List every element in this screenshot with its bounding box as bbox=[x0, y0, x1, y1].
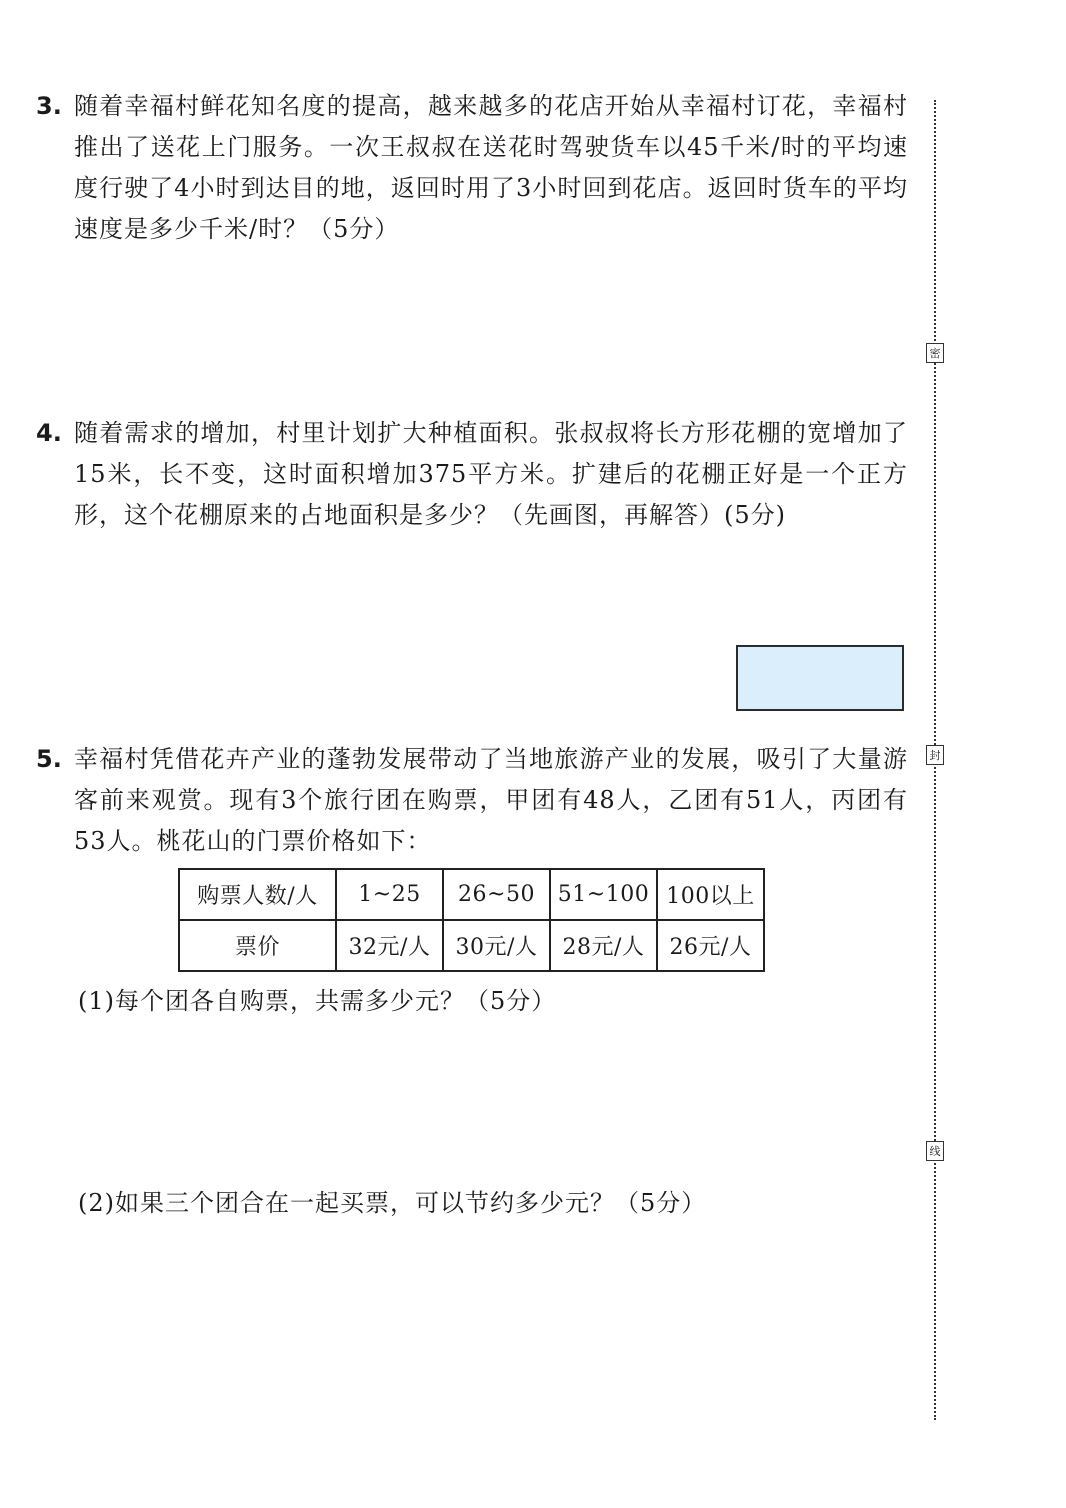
table-cell: 26元/人 bbox=[657, 920, 764, 971]
seal-label-xian: 线 bbox=[926, 1141, 944, 1161]
question-text: 随着需求的增加，村里计划扩大种植面积。张叔叔将长方形花棚的宽增加了15米，长不变，这时面积增加375平方米。扩建后的花棚正好是一个正方形，这个花棚原来的占地面积是多少？（先画图，再解答）(5分) bbox=[74, 419, 908, 529]
question-number: 5. bbox=[36, 745, 62, 773]
sub-question-1: (1)每个团各自购票，共需多少元？（5分） bbox=[78, 987, 557, 1015]
answer-box[interactable] bbox=[736, 645, 904, 711]
question-text: 幸福村凭借花卉产业的蓬勃发展带动了当地旅游产业的发展，吸引了大量游客前来观赏。现有3个旅行团在购票，甲团有48人，乙团有51人，丙团有53人。桃花山的门票价格如下： bbox=[74, 745, 908, 855]
question-3 bbox=[36, 86, 908, 250]
table-cell: 32元/人 bbox=[336, 920, 443, 971]
table-cell: 1~25 bbox=[336, 869, 443, 920]
table-cell: 购票人数/人 bbox=[179, 869, 336, 920]
table-row bbox=[179, 869, 764, 920]
table-cell: 51~100 bbox=[550, 869, 657, 920]
question-5 bbox=[36, 739, 908, 862]
table-cell: 100以上 bbox=[657, 869, 764, 920]
table-cell: 28元/人 bbox=[550, 920, 657, 971]
table-cell: 票价 bbox=[179, 920, 336, 971]
ticket-price-table bbox=[178, 868, 765, 972]
table-cell: 26~50 bbox=[443, 869, 550, 920]
question-number: 3. bbox=[36, 92, 62, 120]
question-number: 4. bbox=[36, 419, 62, 447]
sub-question-2: (2)如果三个团合在一起买票，可以节约多少元？（5分） bbox=[78, 1189, 707, 1217]
seal-label-feng: 封 bbox=[926, 745, 944, 765]
seal-label-mi: 密 bbox=[926, 343, 944, 363]
question-text: 随着幸福村鲜花知名度的提高，越来越多的花店开始从幸福村订花，幸福村推出了送花上门服务。一次王叔叔在送花时驾驶货车以45千米/时的平均速度行驶了4小时到达目的地，返回时用了3小时回到花店。返回时货车的平均速度是多少千米/时？（5分） bbox=[74, 92, 908, 243]
question-4 bbox=[36, 413, 908, 536]
table-row bbox=[179, 920, 764, 971]
table-cell: 30元/人 bbox=[443, 920, 550, 971]
